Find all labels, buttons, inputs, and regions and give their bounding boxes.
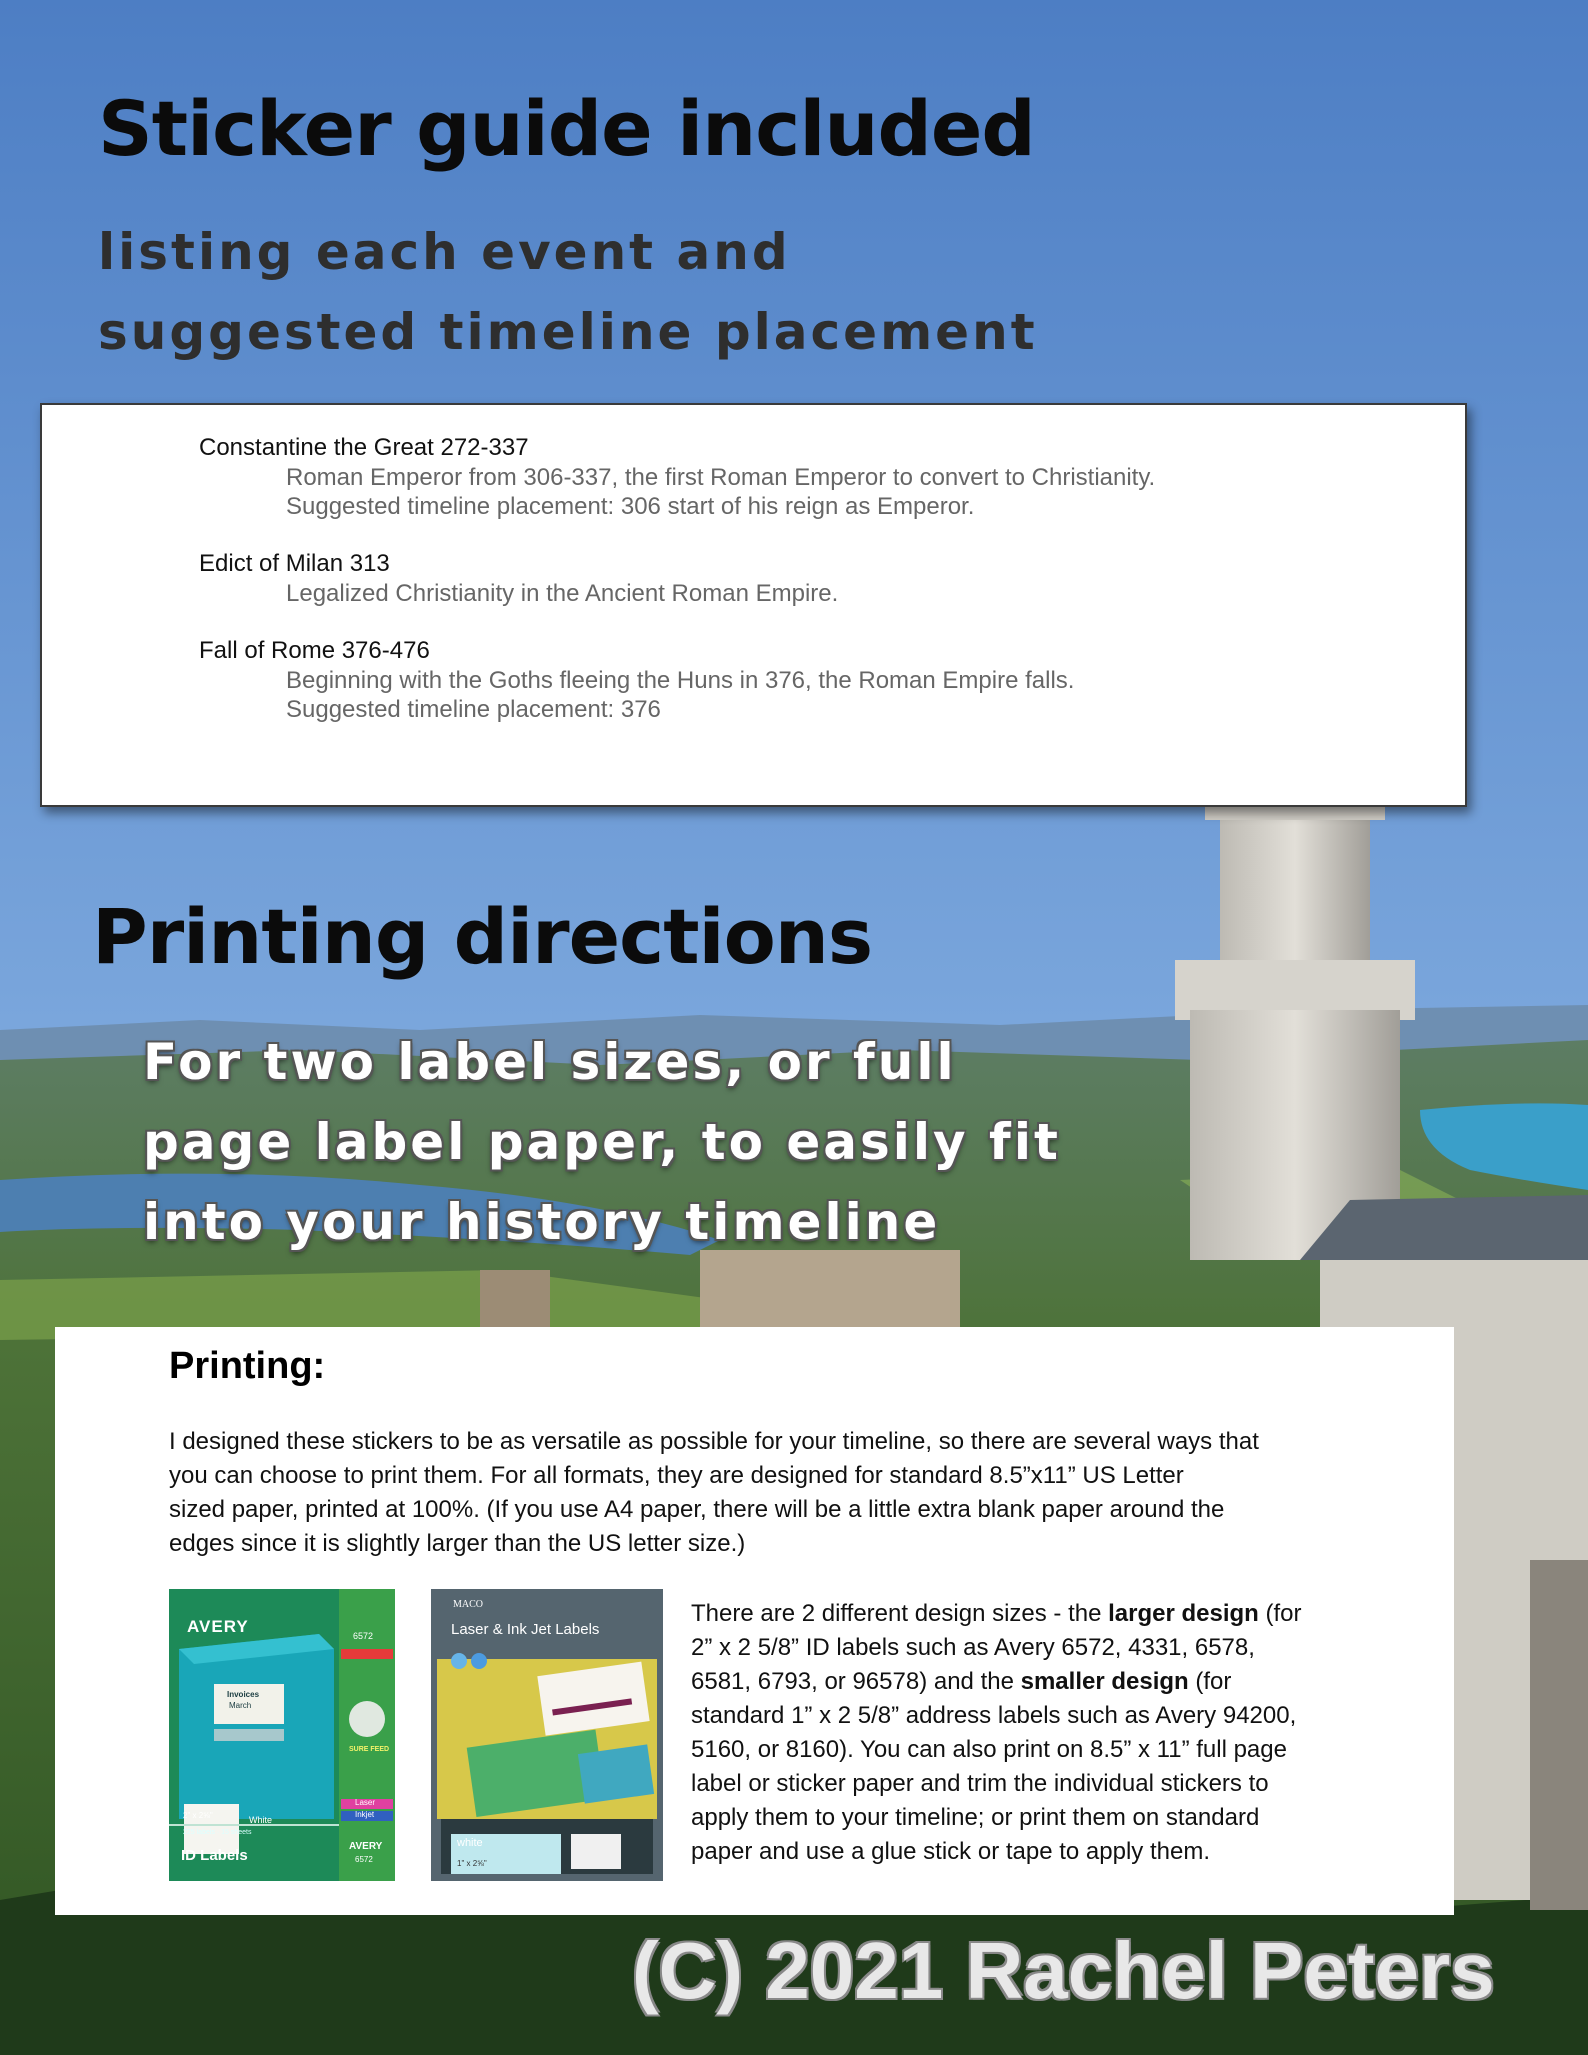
- maco-label-package-image: [431, 1589, 663, 1881]
- guide-entry-detail: Roman Emperor from 306-337, the first Roman Emperor to convert to Christianity.: [286, 464, 1156, 491]
- intro-line: I designed these stickers to be as versatile as possible for your timeline, so there are several ways that: [169, 1428, 1259, 1455]
- description-line: label or sticker paper and trim the individual stickers to: [691, 1770, 1269, 1797]
- avery-size-text: 2" x 2⅝": [183, 1811, 213, 1820]
- guide-entry-detail: Suggested timeline placement: 306 start of his reign as Emperor.: [286, 493, 975, 520]
- printing-intro: [169, 1425, 1399, 1561]
- subtitle-line: For two label sizes, or full: [143, 1033, 957, 1091]
- maco-size-text: 1" x 2⅝": [457, 1859, 487, 1868]
- maco-product-text: Laser & Ink Jet Labels: [451, 1621, 600, 1638]
- maco-brand-text: MACO: [453, 1599, 484, 1610]
- avery-tech-text: SURE FEED: [349, 1746, 390, 1753]
- avery-color-text: White: [249, 1815, 273, 1825]
- guide-entry-detail: Legalized Christianity in the Ancient Roman Empire.: [286, 580, 839, 607]
- guide-entry-title: Fall of Rome 376-476: [199, 637, 430, 664]
- page-title: Sticker guide included: [98, 84, 1035, 173]
- avery-laser-text: Laser: [355, 1798, 376, 1807]
- guide-entry-detail: Beginning with the Goths fleeing the Huns in 376, the Roman Empire falls.: [286, 667, 1075, 694]
- maco-color-text: white: [457, 1837, 483, 1849]
- description-line: 6581, 6793, or 96578) and the smaller design (for: [691, 1668, 1232, 1695]
- copyright-watermark: (C) 2021 Rachel Peters: [632, 1926, 1495, 2015]
- avery-tag-text: March: [229, 1701, 252, 1710]
- avery-brand-text: AVERY: [187, 1617, 249, 1636]
- avery-product-text: ID Labels: [181, 1847, 248, 1864]
- intro-line: edges since it is slightly larger than the US letter size.): [169, 1530, 746, 1557]
- page-subtitle: [98, 212, 1038, 372]
- printing-heading: Printing:: [169, 1345, 326, 1387]
- guide-entry: [199, 549, 838, 608]
- description-line: apply them to your timeline; or print them on standard: [691, 1804, 1260, 1831]
- avery-count-text: 225 labels · 15 sheets: [183, 1829, 252, 1836]
- avery-inkjet-text: Inkjet: [355, 1810, 375, 1819]
- avery-code-text: 6572: [355, 1855, 373, 1864]
- description-line: standard 1” x 2 5/8” address labels such as Avery 94200,: [691, 1702, 1297, 1729]
- guide-entry-detail: Suggested timeline placement: 376: [286, 696, 661, 723]
- printing-panel: [55, 1327, 1454, 1915]
- intro-line: you can choose to print them. For all formats, they are designed for standard 8.5”x11” US Letter: [169, 1462, 1184, 1489]
- avery-code-text: 6572: [353, 1631, 374, 1641]
- avery-brand-text: AVERY: [349, 1841, 383, 1852]
- avery-label-package-image: [169, 1589, 395, 1881]
- subtitle-line: into your history timeline: [143, 1193, 941, 1251]
- subtitle-line: page label paper, to easily fit: [143, 1113, 1061, 1171]
- label-sizes-description: [691, 1597, 1411, 1869]
- guide-entry-title: Constantine the Great 272-337: [199, 434, 529, 461]
- guide-entry-title: Edict of Milan 313: [199, 550, 390, 577]
- avery-tag-text: Invoices: [227, 1690, 260, 1699]
- description-line: 5160, or 8160). You can also print on 8.5” x 11” full page: [691, 1736, 1287, 1763]
- guide-entry: [199, 433, 1155, 521]
- subtitle-line: suggested timeline placement: [98, 303, 1038, 361]
- description-line: 2” x 2 5/8” ID labels such as Avery 6572, 4331, 6578,: [691, 1634, 1255, 1661]
- subtitle-line: listing each event and: [98, 223, 791, 281]
- description-line: paper and use a glue stick or tape to apply them.: [691, 1838, 1210, 1865]
- printing-directions-title: Printing directions: [92, 892, 873, 981]
- guide-entry: [199, 636, 1074, 724]
- description-line: There are 2 different design sizes - the larger design (for: [691, 1600, 1302, 1627]
- printing-directions-subtitle: [143, 1022, 1061, 1262]
- sticker-guide-panel: [40, 403, 1467, 807]
- intro-line: sized paper, printed at 100%. (If you use A4 paper, there will be a little extra blank paper around the: [169, 1496, 1225, 1523]
